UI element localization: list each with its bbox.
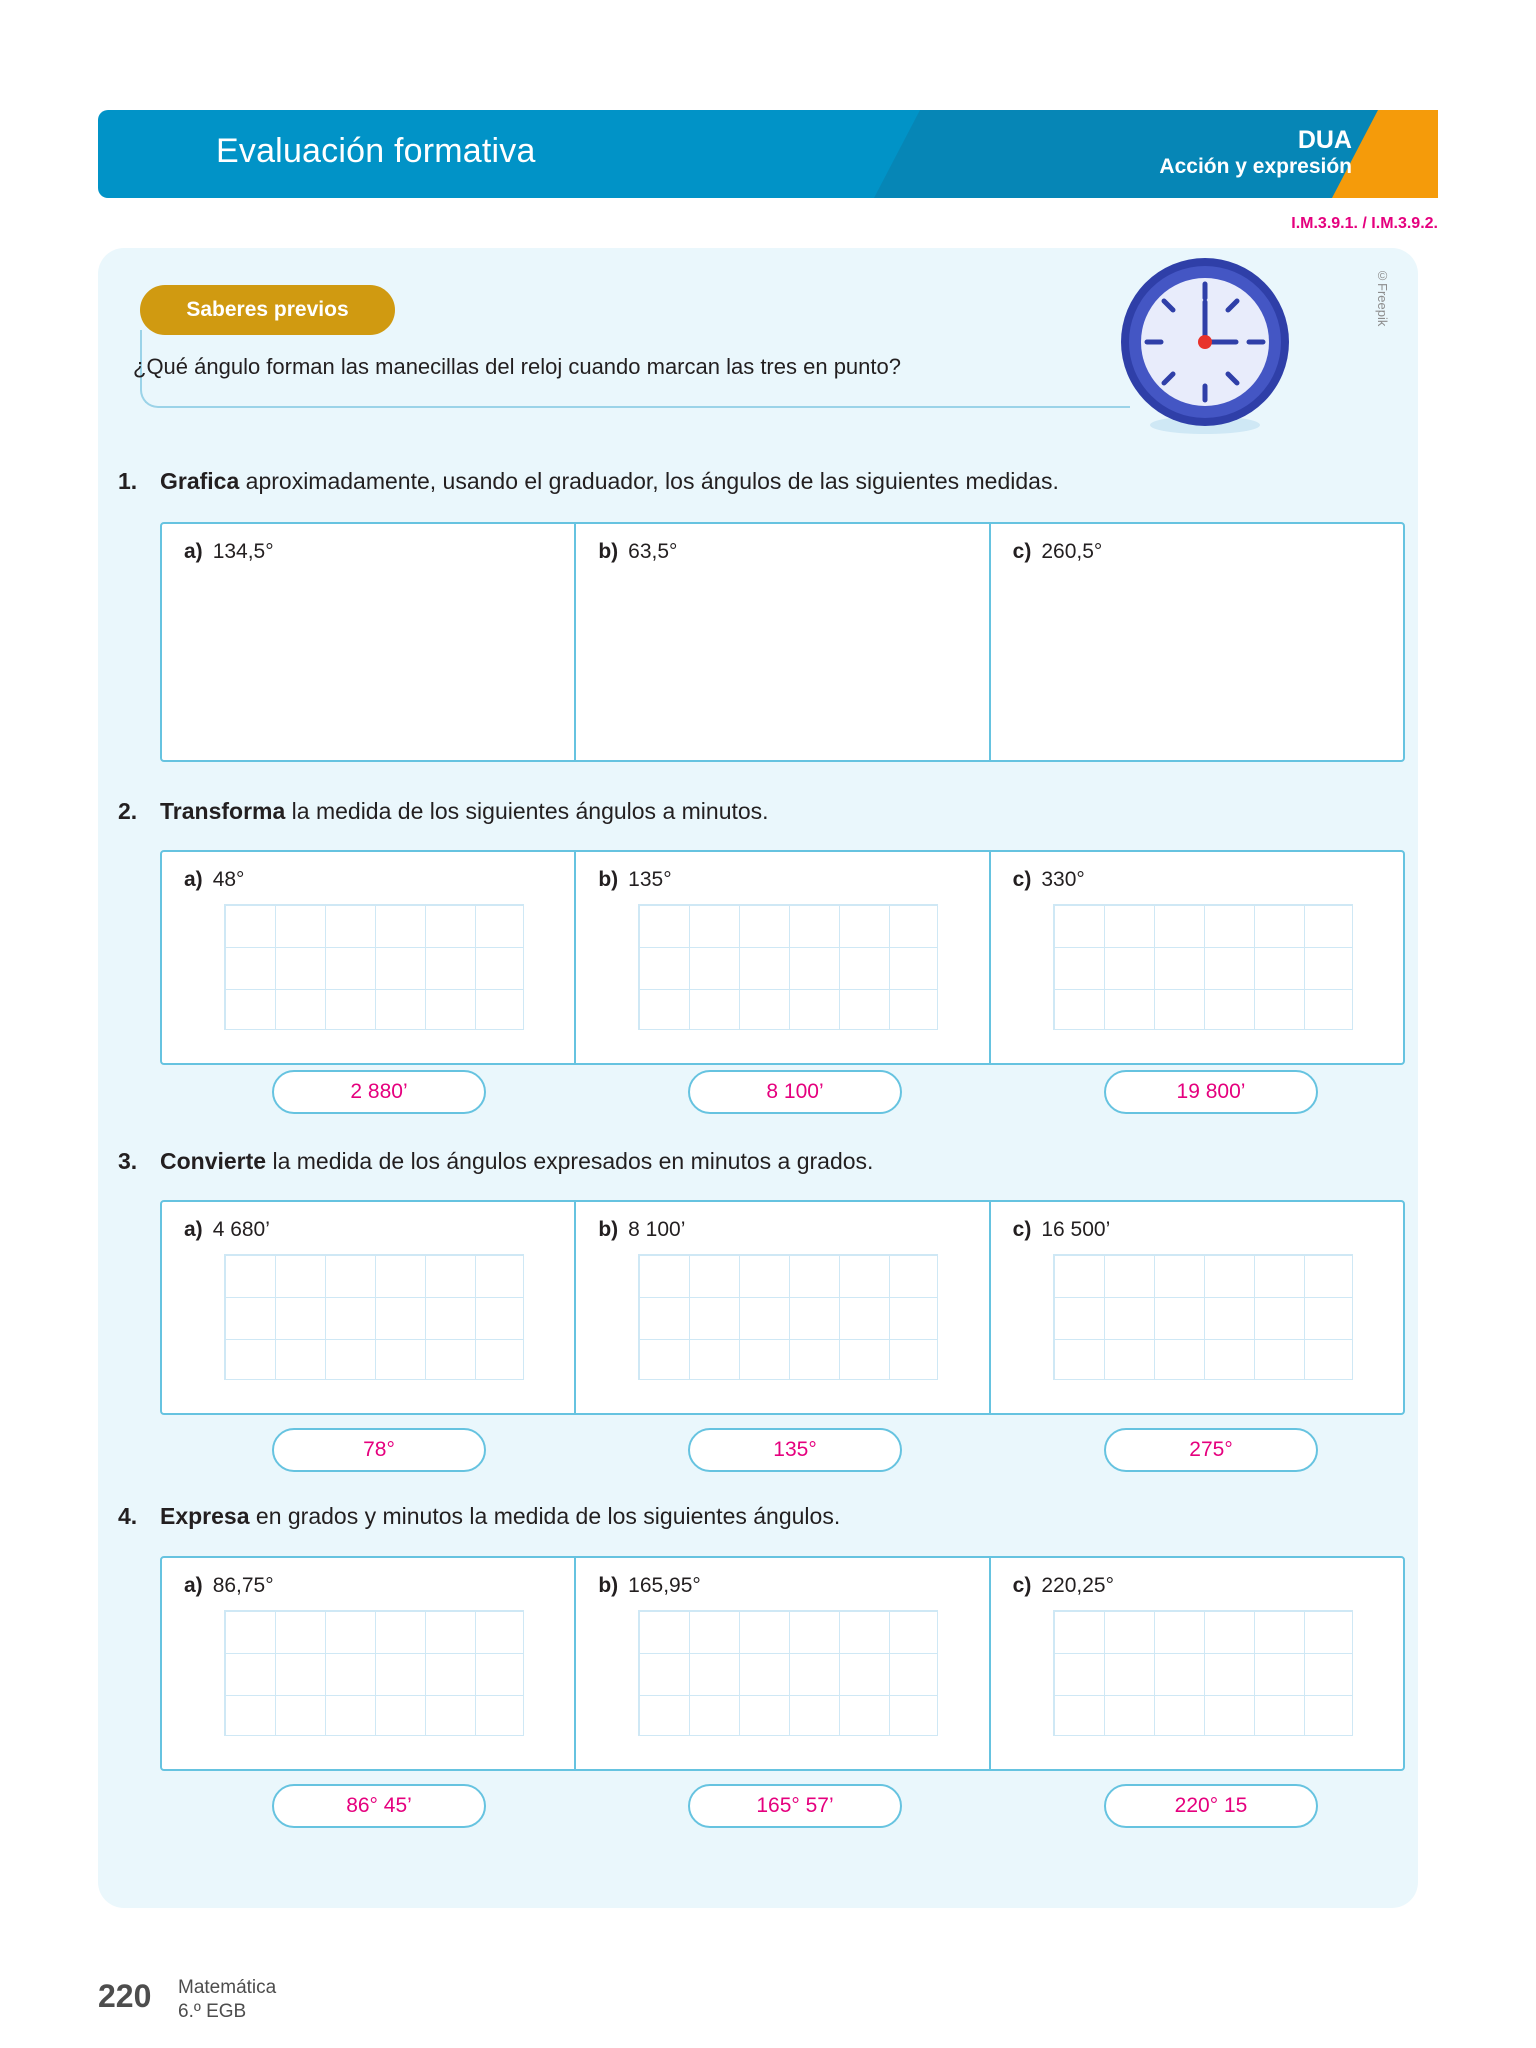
page-number: 220 (98, 1978, 152, 2014)
exercise-2-item-a-workspace[interactable] (224, 904, 524, 1030)
exercise-3-item-b-label (598, 1218, 988, 1242)
exercise-1-item-c-label (1013, 540, 1403, 564)
exercise-1-item-b-letter: b) (598, 540, 619, 563)
standard-code: I.M.3.9.1. / I.M.3.9.2. (1291, 215, 1438, 232)
exercise-1-answer-box[interactable] (160, 522, 1405, 762)
exercise-4-text: en grados y minutos la medida de los siguientes ángulos. (249, 1503, 841, 1529)
prior-knowledge-tab (140, 285, 395, 335)
exercise-3-item-a-label (184, 1218, 574, 1242)
exercise-2-item-b-workspace[interactable] (638, 904, 938, 1030)
exercise-4-item-c-workspace[interactable] (1053, 1610, 1353, 1736)
exercise-1-text: aproximadamente, usando el graduador, los ángulos de las siguientes medidas. (239, 468, 1059, 494)
exercise-4-item-c-label (1013, 1574, 1403, 1598)
exercise-1-number: 1. (118, 468, 138, 494)
exercise-2-item-b-letter: b) (598, 868, 619, 891)
exercise-4-item-b-answer: 165° 57’ (688, 1784, 902, 1828)
exercise-4-item-b-letter: b) (598, 1574, 619, 1597)
footer-subject: Matemática (178, 1977, 277, 1998)
exercise-3-answer-box[interactable] (160, 1200, 1405, 1415)
exercise-3-item-b-workspace[interactable] (638, 1254, 938, 1380)
exercise-2-item-c-letter: c) (1012, 868, 1032, 891)
exercise-4-item-b-label (598, 1574, 988, 1598)
exercise-3-item-b-letter: b) (598, 1218, 619, 1241)
exercise-2-item-b-label (598, 868, 988, 892)
exercise-2-instruction (160, 798, 1360, 825)
exercise-3-item-c-label (1013, 1218, 1403, 1242)
exercise-1-item-a-value: 134,5° (212, 540, 274, 563)
exercise-2-item-b-answer: 8 100’ (688, 1070, 902, 1114)
exercise-2-item-a-answer: 2 880’ (272, 1070, 486, 1114)
exercise-3-item-a-answer: 78° (272, 1428, 486, 1472)
prior-knowledge-tab-label: Saberes previos (186, 298, 349, 321)
exercise-3-item-a-workspace[interactable] (224, 1254, 524, 1380)
exercise-2-item-c-workspace[interactable] (1053, 904, 1353, 1030)
exercise-3-number: 3. (118, 1148, 138, 1174)
exercise-4-item-c-answer: 220° 15 (1104, 1784, 1318, 1828)
footer-grade: 6.º EGB (178, 2000, 247, 2022)
dua-subtitle: Acción y expresión (1159, 154, 1352, 178)
page-header (98, 110, 1438, 198)
exercise-1-item-a-label (184, 540, 574, 564)
exercise-3-item-c-letter: c) (1012, 1218, 1032, 1241)
exercise-4-number: 4. (118, 1503, 138, 1529)
exercise-1-item-a-letter: a) (184, 540, 203, 563)
exercise-1-item-c-letter: c) (1012, 540, 1032, 563)
exercise-4-item-a-value: 86,75° (212, 1574, 274, 1597)
exercise-2-item-b[interactable] (574, 852, 988, 1063)
exercise-3-item-b[interactable] (574, 1202, 988, 1413)
exercise-4-verb: Expresa (160, 1503, 250, 1529)
exercise-2-item-c-answer: 19 800’ (1104, 1070, 1318, 1114)
exercise-1-item-b-label (598, 540, 988, 564)
dua-title: DUA (1297, 126, 1352, 154)
exercise-2-item-a-value: 48° (212, 868, 245, 891)
exercise-3-item-c[interactable] (989, 1202, 1403, 1413)
exercise-1-item-b-value: 63,5° (628, 540, 678, 563)
exercise-1-item-b[interactable] (574, 524, 988, 760)
exercise-4-instruction (160, 1503, 1360, 1530)
exercise-1-verb: Grafica (160, 468, 240, 494)
exercise-3-item-a-value: 4 680’ (212, 1218, 270, 1241)
exercise-2-item-c-label (1013, 868, 1403, 892)
exercise-4-item-c[interactable] (989, 1558, 1403, 1769)
footer-info (178, 1976, 276, 2024)
exercise-1-item-c-value: 260,5° (1041, 540, 1103, 563)
exercise-4-item-b[interactable] (574, 1558, 988, 1769)
exercise-1-item-a[interactable] (162, 524, 574, 760)
exercise-2-item-c-value: 330° (1041, 868, 1085, 891)
exercise-3-text: la medida de los ángulos expresados en minutos a grados. (266, 1148, 874, 1174)
exercise-3-item-c-value: 16 500’ (1041, 1218, 1111, 1241)
exercise-1-instruction (160, 468, 1360, 495)
exercise-4-item-c-value: 220,25° (1041, 1574, 1114, 1597)
exercise-2-item-c[interactable] (989, 852, 1403, 1063)
exercise-2-item-a-label (184, 868, 574, 892)
exercise-4-item-b-workspace[interactable] (638, 1610, 938, 1736)
prior-knowledge-question: ¿Qué ángulo forman las manecillas del reloj cuando marcan las tres en punto? (133, 354, 901, 379)
exercise-3-item-b-answer: 135° (688, 1428, 902, 1472)
exercise-2-verb: Transforma (160, 798, 286, 824)
exercise-4-answer-box[interactable] (160, 1556, 1405, 1771)
exercise-3-instruction (160, 1148, 1360, 1175)
exercise-2-number: 2. (118, 798, 138, 824)
exercise-2-text: la medida de los siguientes ángulos a minutos. (285, 798, 769, 824)
exercise-4-item-a[interactable] (162, 1558, 574, 1769)
exercise-3-item-a[interactable] (162, 1202, 574, 1413)
dua-block (1159, 126, 1352, 179)
clock-icon (1110, 250, 1300, 440)
exercise-4-item-c-letter: c) (1012, 1574, 1032, 1597)
exercise-4-item-a-answer: 86° 45’ (272, 1784, 486, 1828)
page-title: Evaluación formativa (216, 132, 536, 170)
clock-illustration (1110, 250, 1300, 440)
exercise-3-item-a-letter: a) (184, 1218, 203, 1241)
exercise-4-item-a-label (184, 1574, 574, 1598)
exercise-3-item-c-workspace[interactable] (1053, 1254, 1353, 1380)
exercise-2-item-a[interactable] (162, 852, 574, 1063)
exercise-4-item-a-workspace[interactable] (224, 1610, 524, 1736)
exercise-3-item-c-answer: 275° (1104, 1428, 1318, 1472)
exercise-2-item-a-letter: a) (184, 868, 203, 891)
exercise-4-item-b-value: 165,95° (628, 1574, 701, 1597)
exercise-1-item-c[interactable] (989, 524, 1403, 760)
exercise-2-item-b-value: 135° (628, 868, 672, 891)
image-credit: ©Freepik (1375, 268, 1390, 327)
exercise-3-item-b-value: 8 100’ (628, 1218, 686, 1241)
exercise-4-item-a-letter: a) (184, 1574, 203, 1597)
exercise-2-answer-box[interactable] (160, 850, 1405, 1065)
exercise-3-verb: Convierte (160, 1148, 267, 1174)
